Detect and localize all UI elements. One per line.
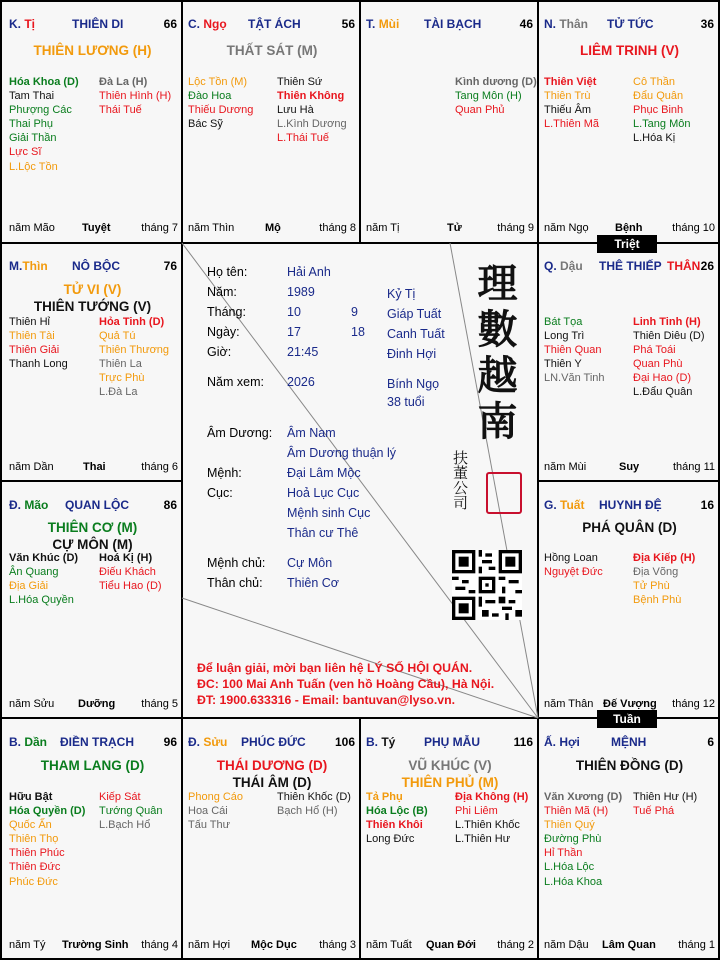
seal-text: 扶董公司 xyxy=(451,450,469,510)
minor-stars-right xyxy=(633,790,697,818)
palace-stage: Suy xyxy=(619,461,640,473)
gio-value: 21:45 xyxy=(287,345,319,359)
minor-star: LN.Văn Tinh xyxy=(544,372,605,385)
minor-star: Tam Thai xyxy=(9,90,55,103)
minor-star: L.Hóa Khoa xyxy=(544,875,603,888)
palace-name: TÀI BẠCH xyxy=(424,17,482,31)
minor-star: Phi Liêm xyxy=(455,805,498,818)
palace-number: 86 xyxy=(163,498,177,512)
major-star: THIÊN CƠ (M) xyxy=(47,520,138,535)
palace-number: 66 xyxy=(163,17,177,31)
major-star: THIÊN TƯỚNG (V) xyxy=(33,299,152,314)
major-star: LIÊM TRINH (V) xyxy=(580,43,679,58)
palace-stage: Bệnh xyxy=(615,222,643,234)
minor-stars-right xyxy=(277,790,351,818)
minor-star: Thiên Trù xyxy=(544,90,591,103)
gio-can-chi: Đinh Hợi xyxy=(387,347,437,361)
nam-can-chi: Kỷ Tị xyxy=(387,287,416,301)
palace-dan[interactable] xyxy=(2,720,183,960)
minor-stars-right xyxy=(99,790,163,832)
minor-star: Quốc Ấn xyxy=(9,819,52,832)
minor-star: Tử Phù xyxy=(633,580,670,593)
palace-month: tháng 2 xyxy=(497,939,534,951)
palace-stage: Lâm Quan xyxy=(602,939,656,951)
palace-position: T. Mùi xyxy=(366,17,400,31)
major-stars xyxy=(539,42,720,59)
minor-star: Thiên La xyxy=(99,358,142,371)
minor-star: Thiên Việt xyxy=(544,76,597,88)
minor-star: L.Hóa Quyền xyxy=(9,594,74,607)
palace-year: năm Tý xyxy=(9,939,46,951)
palace-month: tháng 12 xyxy=(672,698,715,710)
palace-name: HUYNH ĐỆ xyxy=(599,498,662,512)
palace-year: năm Mão xyxy=(9,222,55,234)
ngay-am-lich: 18 xyxy=(351,325,365,339)
minor-star: L.Kình Dương xyxy=(277,118,347,131)
minor-stars-right xyxy=(99,551,162,593)
minor-star: Tướng Quân xyxy=(99,805,163,818)
minor-star: Phá Toái xyxy=(633,344,676,357)
palace-name: TẬT ÁCH xyxy=(248,17,301,31)
palace-number: 46 xyxy=(519,17,533,31)
minor-star: Tả Phụ xyxy=(366,791,403,803)
palace-position: B. Tý xyxy=(366,735,396,749)
thang-can-chi: Giáp Tuất xyxy=(387,307,442,321)
palace-stage: Đế Vượng xyxy=(603,698,657,710)
major-stars xyxy=(183,757,361,791)
palace-number: 56 xyxy=(341,17,355,31)
minor-stars-left xyxy=(366,790,428,846)
minor-star: Thiên Phúc xyxy=(9,847,65,860)
minor-star: L.Lộc Tồn xyxy=(9,160,58,173)
minor-stars-right xyxy=(633,75,690,145)
minor-star: Thai Phụ xyxy=(9,118,54,131)
minor-stars-right xyxy=(277,75,347,145)
minor-stars-right xyxy=(99,75,171,117)
minor-star: Phục Binh xyxy=(633,104,684,117)
palace-name: ĐIỀN TRẠCH xyxy=(60,735,134,749)
minor-star: Thiếu Dương xyxy=(188,104,254,117)
major-stars xyxy=(2,42,183,59)
palace-name: PHỤ MẪU xyxy=(424,735,480,749)
menh-chu-label: Mệnh chủ: xyxy=(207,556,266,570)
major-stars xyxy=(2,519,183,553)
major-star: THÁI ÂM (D) xyxy=(232,775,312,790)
than-marker: THÂN xyxy=(667,259,701,273)
minor-stars-right xyxy=(455,75,537,117)
palace-stage: Dưỡng xyxy=(78,698,116,710)
major-stars xyxy=(361,757,539,791)
minor-star: Hồng Loan xyxy=(544,552,598,564)
major-star: TỬ VI (V) xyxy=(63,282,122,297)
minor-stars-left xyxy=(188,75,253,131)
palace-number: 6 xyxy=(707,735,714,749)
minor-star: Bát Tọa xyxy=(544,316,583,328)
palace-position: G. Tuất xyxy=(544,498,585,512)
palace-stage: Mộ xyxy=(265,222,281,234)
tuan-tag: Tuần xyxy=(597,710,657,728)
minor-star: Địa Võng xyxy=(633,566,679,579)
minor-star: Kình dương (D) xyxy=(455,76,537,88)
palace-year: năm Dậu xyxy=(544,939,589,951)
palace-thin[interactable] xyxy=(2,244,183,482)
nam-label: Năm: xyxy=(207,285,237,299)
ngay-label: Ngày: xyxy=(207,325,240,339)
minor-star: Thiên Diêu (D) xyxy=(633,330,705,343)
minor-star: Nguyệt Đức xyxy=(544,566,603,579)
minor-star: Đẩu Quân xyxy=(633,90,684,103)
minor-star: Phượng Các xyxy=(9,104,72,117)
minor-star: Hữu Bật xyxy=(9,791,53,803)
am-duong-ly: Âm Dương thuận lý xyxy=(287,446,396,460)
major-star: THẤT SÁT (M) xyxy=(226,43,318,58)
palace-month: tháng 7 xyxy=(141,222,178,234)
minor-star: Tiểu Hao (D) xyxy=(99,580,162,593)
calligraphy-text: 理數越南 xyxy=(471,262,518,446)
gio-label: Giờ: xyxy=(207,345,232,359)
minor-star: Hỉ Thần xyxy=(544,847,583,860)
minor-star: Đào Hoa xyxy=(188,90,232,103)
palace-tuat[interactable] xyxy=(539,483,720,719)
am-duong-value: Âm Nam xyxy=(287,426,336,440)
minor-stars-right xyxy=(455,790,528,846)
palace-position: K. Tị xyxy=(9,17,36,31)
palace-month: tháng 1 xyxy=(678,939,715,951)
minor-stars-left xyxy=(9,315,68,371)
palace-position: Đ. Mão xyxy=(9,498,49,512)
palace-year: năm Ngọ xyxy=(544,222,589,234)
palace-month: tháng 4 xyxy=(141,939,178,951)
cuc-relation: Mệnh sinh Cục xyxy=(287,506,371,520)
palace-year: năm Sửu xyxy=(9,698,55,710)
palace-stage: Trường Sinh xyxy=(62,939,129,951)
am-duong-label: Âm Dương: xyxy=(207,426,273,440)
minor-star: Địa Không (H) xyxy=(455,791,529,803)
minor-stars-left xyxy=(544,551,603,579)
thang-label: Tháng: xyxy=(207,305,246,319)
nam-value: 1989 xyxy=(287,285,315,299)
minor-stars-left xyxy=(9,790,85,889)
than-chu-label: Thân chủ: xyxy=(207,576,263,590)
minor-star: Thiên Mã (H) xyxy=(544,805,609,818)
ngay-can-chi: Canh Tuất xyxy=(387,327,445,341)
minor-star: Lực Sĩ xyxy=(9,146,42,159)
menh-label: Mệnh: xyxy=(207,466,242,480)
palace-number: 26 xyxy=(700,259,714,273)
minor-star: L.Đà La xyxy=(99,386,138,399)
nam-xem-value: 2026 xyxy=(287,375,315,389)
minor-star: Thiên Tài xyxy=(9,330,55,343)
minor-star: L.Bạch Hổ xyxy=(99,819,151,832)
minor-star: Thiên Hình (H) xyxy=(99,90,172,103)
major-stars xyxy=(183,42,361,59)
palace-position: Đ. Sửu xyxy=(188,735,228,749)
palace-month: tháng 11 xyxy=(672,461,715,473)
major-star: CỰ MÔN (M) xyxy=(52,537,133,552)
palace-position: Ấ. Hợi xyxy=(544,735,580,749)
minor-star: Địa Giải xyxy=(9,580,49,593)
minor-stars-right xyxy=(633,551,695,607)
major-star: VŨ KHÚC (V) xyxy=(408,758,492,773)
minor-star: Bệnh Phù xyxy=(633,594,682,607)
minor-star: Ân Quang xyxy=(9,566,59,579)
minor-star: L.Hóa Lộc xyxy=(544,861,595,874)
minor-star: Long Trì xyxy=(544,330,585,343)
palace-stage: Tử xyxy=(447,222,462,234)
palace-number: 116 xyxy=(513,735,533,749)
minor-star: Hoa Cái xyxy=(188,805,228,818)
minor-star: L.Hóa Kị xyxy=(633,132,676,145)
minor-star: Thiếu Âm xyxy=(544,104,592,117)
palace-year: năm Mùi xyxy=(544,461,587,473)
minor-stars-left xyxy=(544,75,599,131)
palace-month: tháng 9 xyxy=(497,222,534,234)
minor-star: Thiên Thương xyxy=(99,344,170,357)
tuoi-value: 38 tuổi xyxy=(387,395,425,409)
cuc-label: Cục: xyxy=(207,486,233,500)
minor-stars-right xyxy=(633,315,705,400)
palace-month: tháng 6 xyxy=(141,461,178,473)
menh-value: Đại Lâm Mộc xyxy=(287,466,361,480)
thang-duong-lich: 10 xyxy=(287,305,301,319)
cuc-value: Hoả Lục Cục xyxy=(287,486,360,500)
palace-number: 76 xyxy=(163,259,177,273)
palace-month: tháng 3 xyxy=(319,939,356,951)
minor-star: Bạch Hổ (H) xyxy=(277,805,338,818)
minor-star: Phúc Đức xyxy=(9,875,58,888)
qr-code-icon xyxy=(452,550,522,620)
minor-star: Thiên Sứ xyxy=(277,76,323,88)
minor-star: Hóa Khoa (D) xyxy=(9,76,79,88)
thang-am-lich: 9 xyxy=(351,305,358,319)
palace-month: tháng 5 xyxy=(141,698,178,710)
minor-star: Tuế Phá xyxy=(633,805,675,818)
minor-star: Linh Tinh (H) xyxy=(633,316,701,328)
palace-ty2[interactable] xyxy=(361,720,539,960)
palace-name: NÔ BỘC xyxy=(72,259,120,273)
qr-code[interactable] xyxy=(452,550,522,620)
minor-star: L.Thái Tuế xyxy=(277,132,329,145)
minor-star: Thiên Hỉ xyxy=(9,316,50,328)
minor-star: Tấu Thư xyxy=(188,819,231,832)
nam-xem-label: Năm xem: xyxy=(207,375,264,389)
minor-star: Quả Tú xyxy=(99,330,136,343)
minor-stars-left xyxy=(188,790,243,832)
palace-name: THIÊN DI xyxy=(72,17,124,31)
contact-line-1: Để luận giải, mời bạn liên hệ LÝ SỐ HỘI QUÁN. xyxy=(197,661,473,675)
palace-name: MỆNH xyxy=(611,735,647,749)
palace-ty[interactable] xyxy=(2,2,183,243)
minor-stars-right xyxy=(99,315,169,400)
palace-than[interactable] xyxy=(539,2,720,243)
minor-star: L.Đẩu Quân xyxy=(633,386,693,399)
palace-suu[interactable] xyxy=(183,720,361,960)
minor-star: Văn Xương (D) xyxy=(544,791,623,803)
palace-month: tháng 8 xyxy=(319,222,356,234)
ho-ten-value: Hải Anh xyxy=(287,265,331,279)
minor-star: L.Thiên Khốc xyxy=(455,819,520,832)
major-star: THÁI DƯƠNG (D) xyxy=(216,758,328,773)
minor-star: Thiên Đức xyxy=(9,861,61,874)
nam-xem-can-chi: Bính Ngọ xyxy=(387,377,440,391)
minor-star: Thiên Không xyxy=(277,90,345,103)
minor-star: Tang Môn (H) xyxy=(455,90,522,103)
palace-position: Q. Dậu xyxy=(544,259,583,273)
major-star: THIÊN LƯƠNG (H) xyxy=(33,43,152,58)
major-stars xyxy=(2,757,183,774)
minor-star: Lưu Hà xyxy=(277,104,314,117)
triet-tag: Triệt xyxy=(597,235,657,253)
palace-year: năm Thìn xyxy=(188,222,235,234)
ngay-duong-lich: 17 xyxy=(287,325,301,339)
minor-stars-left xyxy=(544,790,622,889)
minor-star: Đường Phù xyxy=(544,833,602,846)
minor-star: Thiên Quan xyxy=(544,344,602,357)
minor-stars-left xyxy=(544,315,605,385)
minor-star: L.Tang Môn xyxy=(633,118,691,131)
palace-stage: Mộc Dục xyxy=(251,939,297,951)
minor-star: Hoá Kị (H) xyxy=(99,552,153,564)
palace-position: N. Thân xyxy=(544,17,589,31)
palace-hoi[interactable] xyxy=(539,720,720,960)
contact-line-2: ĐC: 100 Mai Anh Tuấn (ven hồ Hoàng Cầu), Hà Nội. xyxy=(197,677,495,691)
minor-star: Thiên Giải xyxy=(9,344,60,357)
palace-mui[interactable] xyxy=(361,2,539,243)
minor-star: Thiên Thọ xyxy=(9,833,59,846)
palace-year: năm Thân xyxy=(544,698,594,710)
major-star: THAM LANG (D) xyxy=(40,758,145,773)
palace-year: năm Hợi xyxy=(188,939,231,951)
minor-star: Giải Thần xyxy=(9,132,57,145)
minor-star: Thanh Long xyxy=(9,358,68,371)
palace-mao[interactable] xyxy=(2,483,183,719)
minor-star: Thiên Khôi xyxy=(366,819,423,832)
palace-month: tháng 10 xyxy=(672,222,715,234)
minor-star: Văn Khúc (D) xyxy=(9,552,79,564)
red-seal xyxy=(486,472,522,514)
minor-star: Điếu Khách xyxy=(99,566,156,579)
major-stars xyxy=(539,757,720,774)
minor-stars-left xyxy=(9,551,78,607)
major-star: PHÁ QUÂN (D) xyxy=(582,520,677,535)
palace-ngo[interactable] xyxy=(183,2,361,243)
palace-number: 106 xyxy=(334,735,355,749)
palace-year: năm Dần xyxy=(9,461,54,473)
palace-stage: Thai xyxy=(83,461,106,473)
major-star: THIÊN ĐỒNG (D) xyxy=(575,758,684,773)
major-stars xyxy=(539,519,720,536)
palace-stage: Quan Đới xyxy=(426,939,476,951)
major-stars xyxy=(2,281,183,315)
minor-star: Đà La (H) xyxy=(99,76,148,88)
palace-name: THÊ THIẾP xyxy=(599,259,662,273)
minor-stars-left xyxy=(9,75,79,174)
minor-star: Phong Cáo xyxy=(188,791,244,803)
palace-year: năm Tị xyxy=(366,222,400,234)
minor-star: Bác Sỹ xyxy=(188,118,223,131)
contact-email-line[interactable]: ĐT: 1900.633316 - Email: bantuvan@lyso.vn. xyxy=(197,693,456,707)
minor-star: Thái Tuế xyxy=(99,104,142,117)
palace-stage: Tuyệt xyxy=(82,222,111,234)
palace-name: TỬ TỨC xyxy=(607,17,654,31)
major-star: THIÊN PHỦ (M) xyxy=(401,775,499,790)
menh-chu-value: Cự Môn xyxy=(287,556,333,570)
ho-ten-label: Họ tên: xyxy=(207,265,248,279)
minor-star: Đại Hao (D) xyxy=(633,372,692,385)
minor-star: Hóa Lộc (B) xyxy=(366,805,428,818)
minor-star: Quan Phủ xyxy=(455,104,505,117)
minor-star: L.Thiên Mã xyxy=(544,118,600,131)
minor-star: Lộc Tồn (M) xyxy=(188,76,248,88)
palace-number: 16 xyxy=(700,498,714,512)
palace-position: C. Ngọ xyxy=(188,17,227,31)
than-cu: Thân cư Thê xyxy=(287,526,359,540)
minor-star: Thiên Khốc (D) xyxy=(277,791,351,803)
minor-star: Cô Thần xyxy=(633,76,675,88)
minor-star: Long Đức xyxy=(366,833,415,846)
palace-year: năm Tuất xyxy=(366,939,412,951)
minor-star: Trực Phù xyxy=(99,372,145,385)
palace-dau[interactable] xyxy=(539,244,720,482)
minor-star: Địa Kiếp (H) xyxy=(633,552,696,564)
palace-position: B. Dần xyxy=(9,735,48,749)
minor-star: Hóa Quyền (D) xyxy=(9,805,86,818)
than-chu-value: Thiên Cơ xyxy=(287,576,339,590)
palace-number: 96 xyxy=(163,735,177,749)
minor-star: Kiếp Sát xyxy=(99,791,141,803)
palace-name: PHÚC ĐỨC xyxy=(241,735,306,749)
minor-star: Quan Phù xyxy=(633,358,683,371)
palace-position: M.Thìn xyxy=(9,259,48,273)
palace-number: 36 xyxy=(700,17,714,31)
minor-star: Thiên Quý xyxy=(544,819,595,832)
minor-star: L.Thiên Hư xyxy=(455,833,511,846)
minor-star: Hỏa Tinh (D) xyxy=(99,316,165,328)
minor-star: Thiên Y xyxy=(544,358,582,371)
palace-name: QUAN LỘC xyxy=(65,498,129,512)
minor-star: Thiên Hư (H) xyxy=(633,791,698,803)
